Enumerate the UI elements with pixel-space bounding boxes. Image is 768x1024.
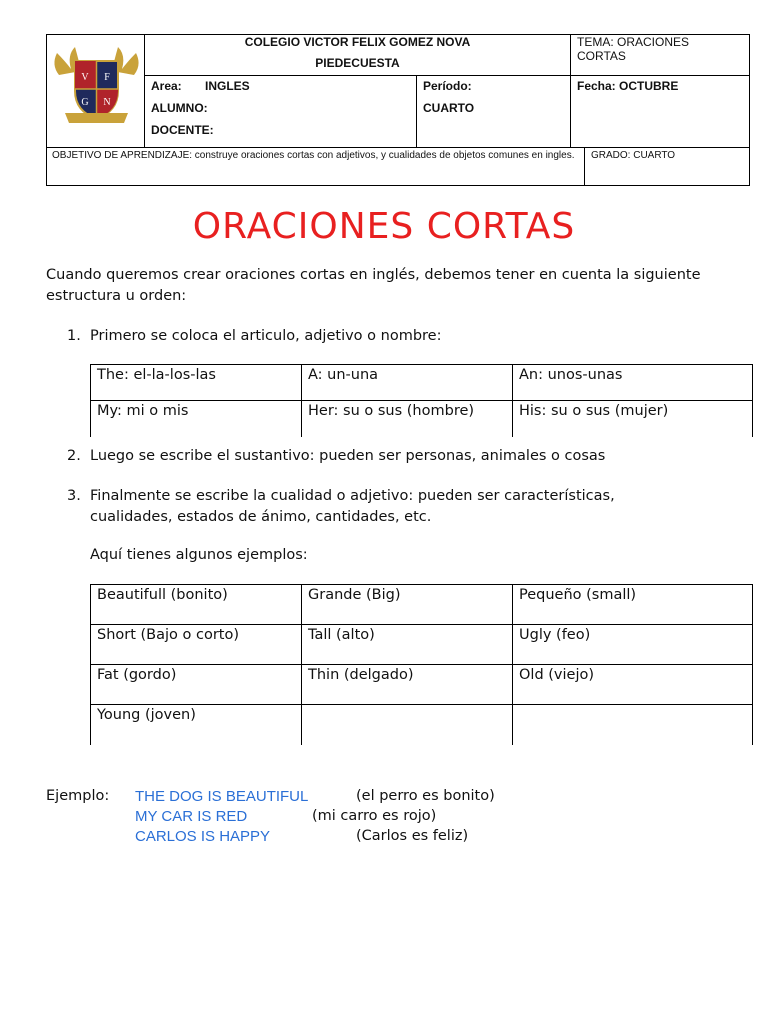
step-1-text: Primero se coloca el articulo, adjetivo o nombre: bbox=[90, 328, 442, 344]
table-cell bbox=[513, 705, 753, 745]
table-cell: His: su o sus (mujer) bbox=[513, 401, 753, 437]
table-row bbox=[91, 585, 753, 625]
table-cell: The: el-la-los-las bbox=[91, 365, 302, 401]
school-city: PIEDECUESTA bbox=[315, 56, 400, 70]
example-1-en: THE DOG IS BEAUTIFUL bbox=[135, 788, 309, 805]
table-cell: Fat (gordo) bbox=[91, 665, 302, 705]
intro-paragraph: Cuando queremos crear oraciones cortas en inglés, debemos tener en cuenta la siguiente estructura u orden: bbox=[46, 267, 701, 304]
docente-label: DOCENTE: bbox=[151, 123, 214, 137]
logo-letter-2: F bbox=[104, 72, 110, 83]
page-title: ORACIONES CORTAS bbox=[192, 206, 576, 247]
step-3-text: Finalmente se escribe la cualidad o adjetivo: pueden ser características, cualidades, estados de ánimo, cantidades, etc. bbox=[90, 488, 615, 525]
logo-letter-4: N bbox=[103, 97, 111, 108]
table-cell: Tall (alto) bbox=[302, 625, 513, 665]
logo-letter-3: G bbox=[81, 97, 89, 108]
table-cell: Grande (Big) bbox=[302, 585, 513, 625]
school-shield-logo bbox=[47, 35, 146, 147]
logo-letter-1: V bbox=[81, 72, 89, 83]
school-name-cell bbox=[144, 34, 571, 76]
table-cell: Old (viejo) bbox=[513, 665, 753, 705]
objetivo-cell bbox=[46, 147, 585, 186]
table-cell: Short (Bajo o corto) bbox=[91, 625, 302, 665]
adjectives-table bbox=[90, 584, 753, 745]
objetivo-text: OBJETIVO DE APRENDIZAJE: construye oraciones cortas con adjetivos, y cualidades de objetos comunes en ingles. bbox=[52, 150, 575, 161]
table-cell: Pequeño (small) bbox=[513, 585, 753, 625]
area-value: INGLES bbox=[205, 79, 250, 93]
example-label: Ejemplo: bbox=[46, 788, 110, 804]
table-row bbox=[91, 705, 753, 745]
table-cell: Her: su o sus (hombre) bbox=[302, 401, 513, 437]
table-cell: A: un-una bbox=[302, 365, 513, 401]
school-name: COLEGIO VICTOR FELIX GOMEZ NOVA bbox=[244, 35, 471, 49]
table-cell: Thin (delgado) bbox=[302, 665, 513, 705]
fecha-cell bbox=[570, 75, 750, 148]
step-2-number: 2. bbox=[67, 448, 81, 464]
step-2-text: Luego se escribe el sustantivo: pueden ser personas, animales o cosas bbox=[90, 448, 606, 464]
table-row bbox=[91, 365, 753, 401]
table-row bbox=[91, 665, 753, 705]
articles-table bbox=[90, 364, 753, 437]
table-cell: Beautifull (bonito) bbox=[91, 585, 302, 625]
tema-text: TEMA: ORACIONES CORTAS bbox=[577, 35, 690, 63]
grado-text: GRADO: CUARTO bbox=[591, 150, 676, 161]
step-1-number: 1. bbox=[67, 328, 81, 344]
table-cell: My: mi o mis bbox=[91, 401, 302, 437]
header-table bbox=[46, 34, 750, 186]
table-cell: Ugly (feo) bbox=[513, 625, 753, 665]
periodo-cell bbox=[416, 75, 571, 148]
alumno-label: ALUMNO: bbox=[151, 101, 208, 115]
periodo-label: Período: bbox=[423, 79, 472, 93]
fecha-text: Fecha: OCTUBRE bbox=[577, 79, 679, 93]
periodo-value: CUARTO bbox=[423, 101, 475, 115]
example-3-en: CARLOS IS HAPPY bbox=[135, 828, 271, 845]
table-cell: Young (joven) bbox=[91, 705, 302, 745]
example-2-es: (mi carro es rojo) bbox=[312, 808, 437, 824]
table-row bbox=[91, 401, 753, 437]
area-label: Area: bbox=[151, 79, 182, 93]
step-3-number: 3. bbox=[67, 488, 81, 504]
example-1-es: (el perro es bonito) bbox=[356, 788, 495, 804]
example-2-en: MY CAR IS RED bbox=[135, 808, 248, 825]
tema-cell bbox=[570, 34, 750, 76]
student-info-cell bbox=[144, 75, 417, 148]
example-3-es: (Carlos es feliz) bbox=[356, 828, 469, 844]
grado-cell bbox=[584, 147, 750, 186]
table-row bbox=[91, 625, 753, 665]
table-cell: An: unos-unas bbox=[513, 365, 753, 401]
examples-intro: Aquí tienes algunos ejemplos: bbox=[90, 547, 308, 563]
logo-cell bbox=[46, 34, 145, 148]
table-cell bbox=[302, 705, 513, 745]
